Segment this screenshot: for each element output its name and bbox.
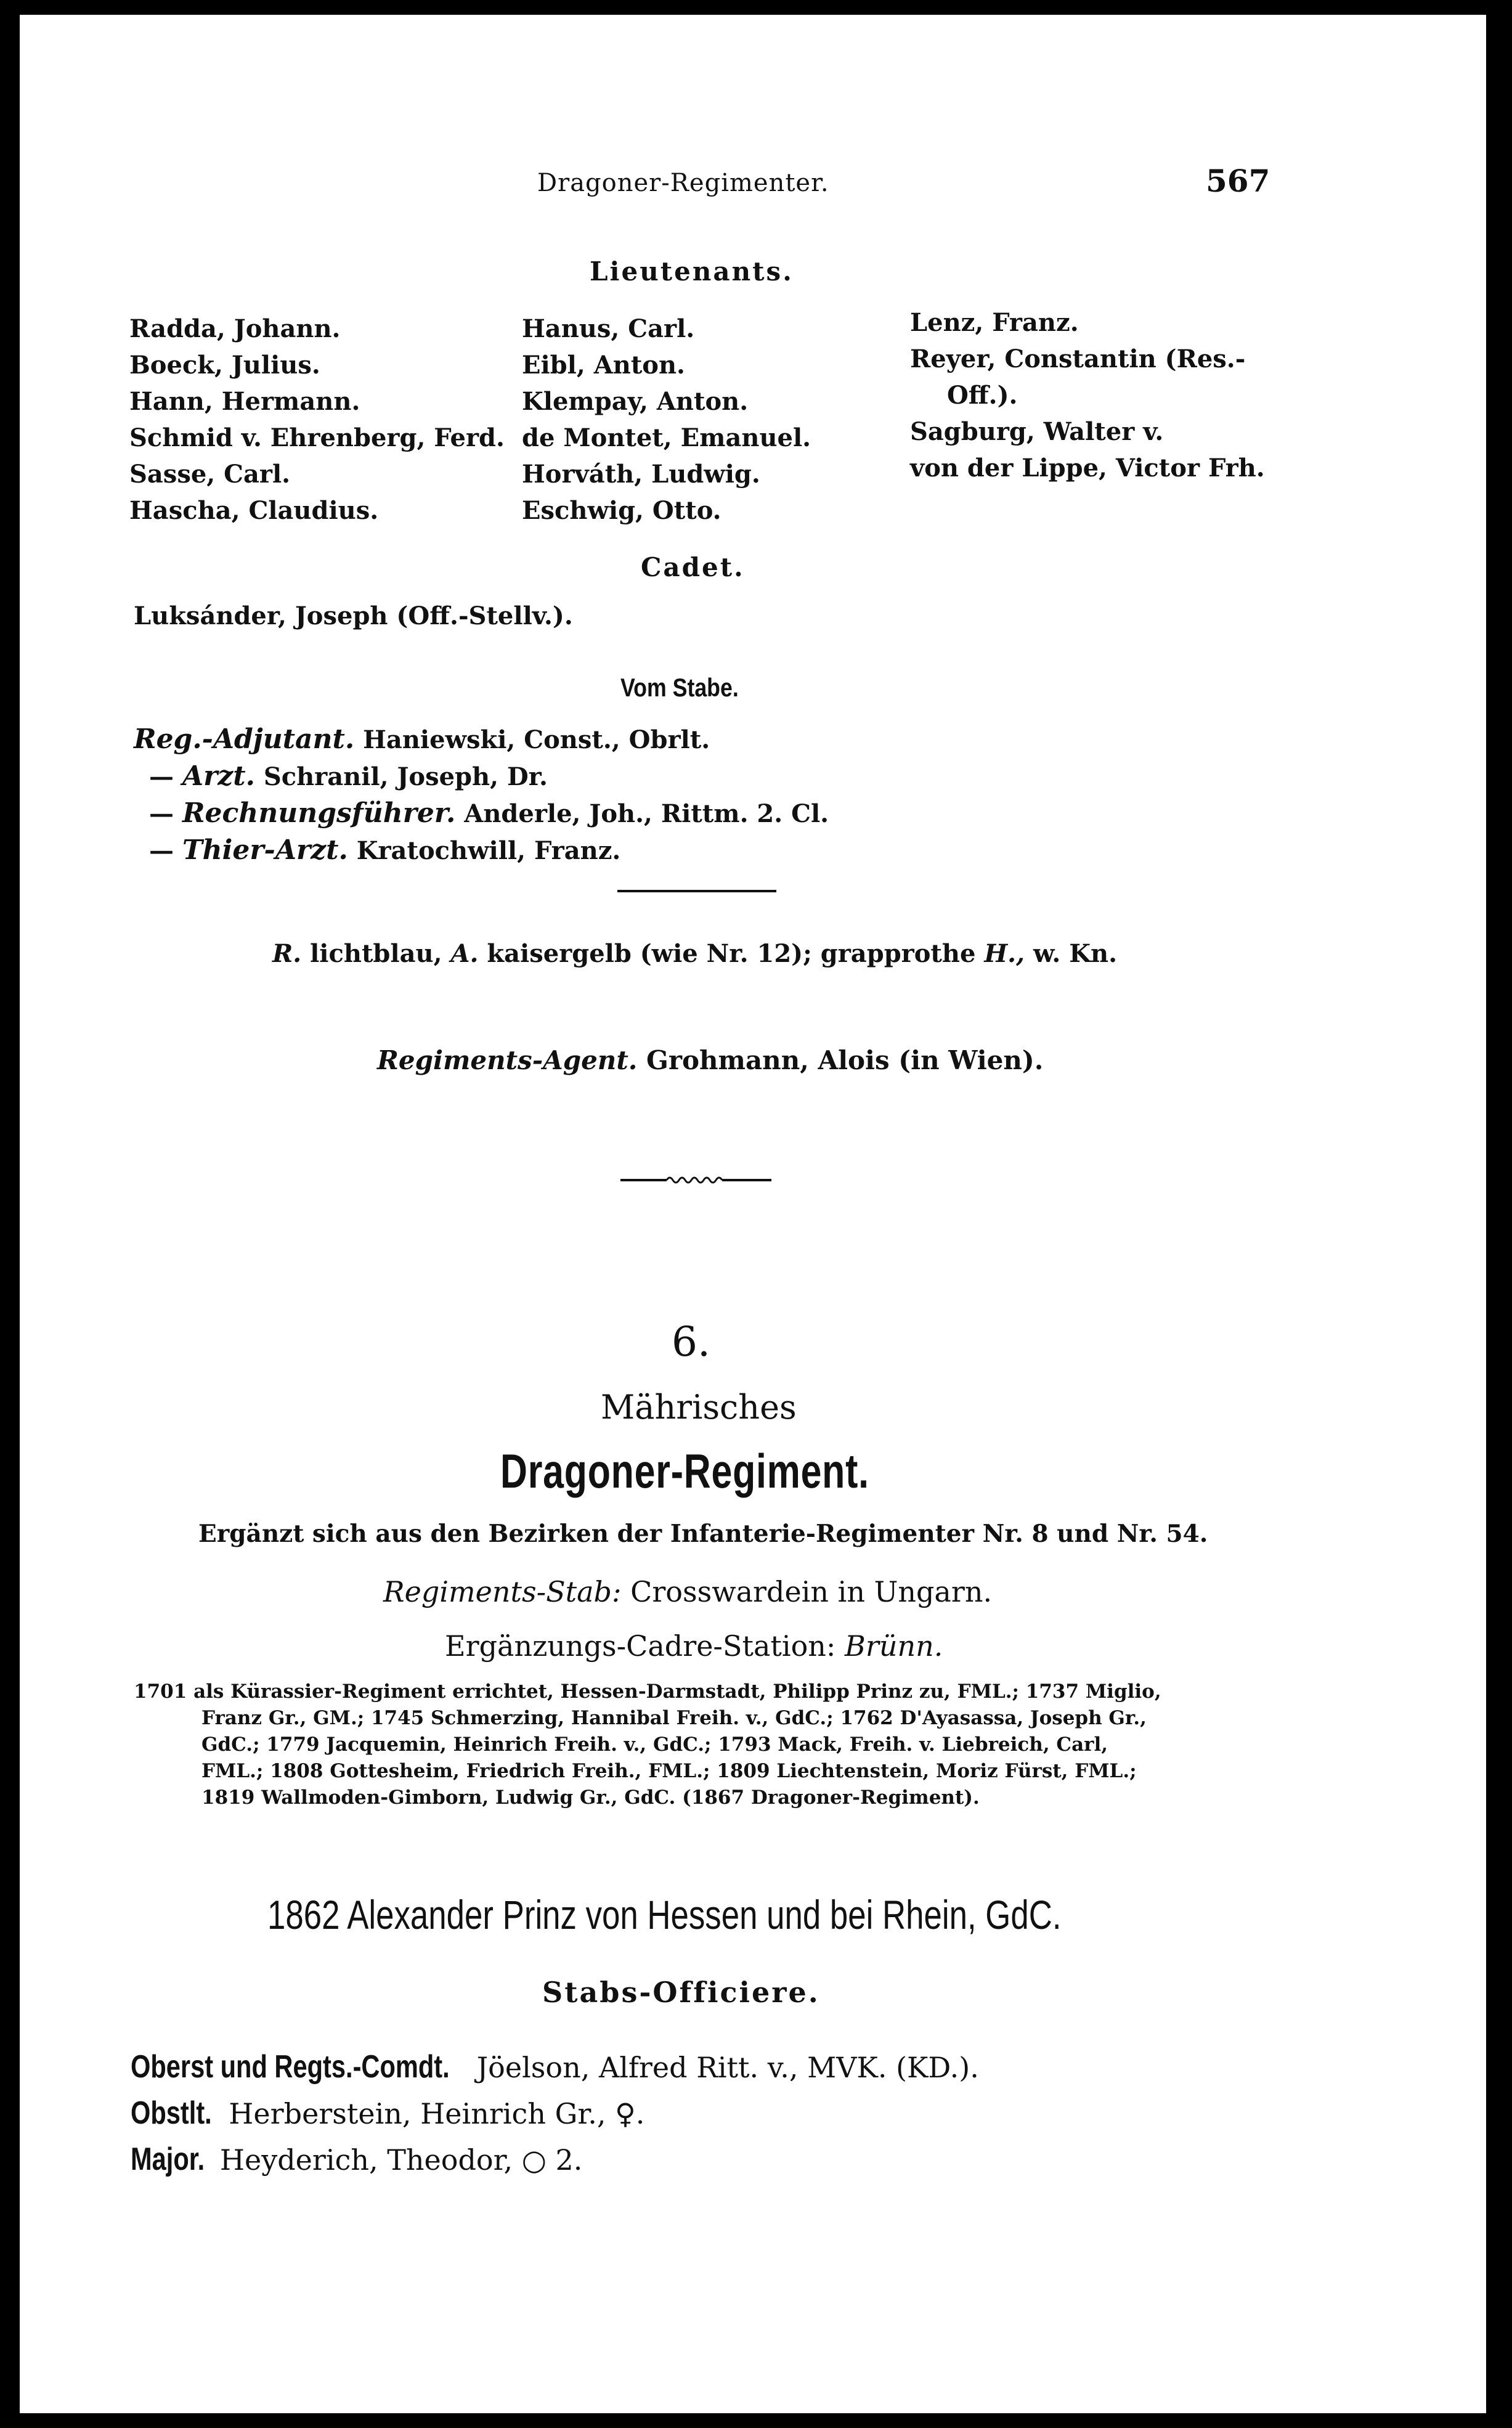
lieutenants-column-2 bbox=[522, 311, 811, 529]
uniform-a-text: kaisergelb (wie Nr. 12); grapprothe bbox=[487, 939, 976, 968]
officer-row-major bbox=[131, 2141, 582, 2178]
list-item: Radda, Johann. bbox=[129, 314, 341, 343]
page-number: 567 bbox=[1206, 163, 1270, 199]
stab-label: Regiments-Stab: bbox=[383, 1575, 622, 1608]
stab-row-arzt bbox=[149, 760, 548, 792]
cadre-location: Brünn. bbox=[845, 1629, 943, 1663]
list-item: Hascha, Claudius. bbox=[129, 496, 379, 525]
list-item: de Montet, Emanuel. bbox=[522, 423, 811, 452]
ditto-dash: — bbox=[149, 799, 174, 828]
list-item: Horváth, Ludwig. bbox=[522, 460, 760, 489]
list-item: Sagburg, Walter v. bbox=[910, 417, 1164, 446]
regiment-name-line1: Mährisches bbox=[601, 1388, 797, 1427]
list-item: Hanus, Carl. bbox=[522, 314, 695, 343]
list-item: Eibl, Anton. bbox=[522, 351, 685, 380]
history-line: 1819 Wallmoden-Gimborn, Ludwig Gr., GdC. (1867 Dragoner-Regiment). bbox=[201, 1786, 980, 1809]
running-title: Dragoner-Regimenter. bbox=[537, 169, 829, 197]
regiment-history bbox=[134, 1679, 1280, 1811]
stab-location: Crosswardein in Ungarn. bbox=[630, 1575, 993, 1608]
list-item: Reyer, Constantin (Res.- bbox=[910, 344, 1246, 373]
list-item: Off.). bbox=[947, 381, 1018, 410]
stabsofficiere-heading: Stabs-Officiere. bbox=[542, 1976, 820, 2009]
history-line: Franz Gr., GM.; 1745 Schmerzing, Hannibal Freih. v., GdC.; 1762 D'Ayasassa, Joseph Gr., bbox=[201, 1707, 1147, 1729]
uniform-colors bbox=[272, 939, 1117, 968]
lieutenants-column-3 bbox=[910, 304, 1265, 486]
person-name: Kratochwill, Franz. bbox=[356, 836, 621, 865]
history-line: 1701 als Kürassier-Regiment errichtet, Hessen-Darmstadt, Philipp Prinz zu, FML.; 1737 Miglio, bbox=[134, 1680, 1161, 1703]
stab-row-rechnungsfuehrer bbox=[149, 797, 829, 829]
wave-ornament-icon bbox=[620, 1173, 771, 1186]
rank-label: Obstlt. bbox=[131, 2095, 212, 2131]
regiment-name-line2: Dragoner-Regiment. bbox=[500, 1444, 869, 1498]
list-item: Lenz, Franz. bbox=[910, 308, 1079, 337]
list-item: Boeck, Julius. bbox=[129, 351, 320, 380]
ditto-dash: — bbox=[149, 762, 174, 791]
regiments-stab bbox=[383, 1575, 992, 1608]
uniform-r-label: R. bbox=[272, 939, 302, 968]
role-label: Thier-Arzt. bbox=[182, 834, 348, 866]
inhaber: 1862 Alexander Prinz von Hessen und bei Rhein, GdC. bbox=[267, 1892, 1062, 1937]
role-label: Arzt. bbox=[182, 760, 255, 792]
page bbox=[20, 15, 1486, 2413]
officer-row-obstlt bbox=[131, 2095, 644, 2132]
section-divider bbox=[617, 890, 776, 892]
officer-name: Jöelson, Alfred Ritt. v., MVK. (KD.). bbox=[476, 2051, 979, 2084]
person-name: Schranil, Joseph, Dr. bbox=[263, 762, 548, 791]
uniform-h-text: w. Kn. bbox=[1033, 939, 1118, 968]
rank-label: Oberst und Regts.-Comdt. bbox=[131, 2049, 450, 2085]
lieutenants-heading: Lieutenants. bbox=[590, 256, 794, 287]
list-item: Eschwig, Otto. bbox=[522, 496, 721, 525]
lieutenants-column-1 bbox=[129, 311, 505, 529]
stab-heading: Vom Stabe. bbox=[620, 673, 739, 702]
list-item: Klempay, Anton. bbox=[522, 387, 749, 416]
recruitment-info: Ergänzt sich aus den Bezirken der Infanterie-Regimenter Nr. 8 und Nr. 54. bbox=[198, 1520, 1208, 1548]
uniform-a-label: A. bbox=[450, 939, 479, 968]
officer-name: Heyderich, Theodor, ○ 2. bbox=[219, 2143, 583, 2177]
cadet-entry: Luksánder, Joseph (Off.-Stellv.). bbox=[134, 601, 573, 630]
list-item: von der Lippe, Victor Frh. bbox=[910, 454, 1265, 483]
person-name: Anderle, Joh., Rittm. 2. Cl. bbox=[464, 799, 829, 828]
history-line: FML.; 1808 Gottesheim, Friedrich Freih., FML.; 1809 Liechtenstein, Moriz Fürst, FML.; bbox=[201, 1760, 1137, 1782]
cadet-heading: Cadet. bbox=[641, 552, 745, 582]
history-line: GdC.; 1779 Jacquemin, Heinrich Freih. v., GdC.; 1793 Mack, Freih. v. Liebreich, Carl, bbox=[201, 1733, 1108, 1756]
officer-name: Herberstein, Heinrich Gr., ♀. bbox=[229, 2097, 645, 2130]
cadre-label: Ergänzungs-Cadre-Station: bbox=[445, 1629, 836, 1663]
uniform-r-text: lichtblau, bbox=[310, 939, 442, 968]
list-item: Hann, Hermann. bbox=[129, 387, 360, 416]
list-item: Schmid v. Ehrenberg, Ferd. bbox=[129, 423, 505, 452]
agent-label: Regiments-Agent. bbox=[377, 1045, 638, 1075]
person-name: Haniewski, Const., Obrlt. bbox=[363, 725, 710, 754]
role-label: Rechnungsführer. bbox=[182, 797, 456, 829]
agent-name: Grohmann, Alois (in Wien). bbox=[646, 1045, 1044, 1075]
role-label: Reg.-Adjutant. bbox=[134, 723, 355, 755]
regiment-number: 6. bbox=[672, 1318, 710, 1366]
regiments-agent bbox=[377, 1045, 1043, 1075]
ditto-dash: — bbox=[149, 836, 174, 865]
stab-row-thierarzt bbox=[149, 834, 620, 866]
officer-row-oberst bbox=[131, 2048, 979, 2085]
stab-row-adjutant bbox=[134, 723, 710, 755]
uniform-h-label: H., bbox=[984, 939, 1025, 968]
ornament-divider bbox=[620, 1173, 771, 1186]
cadre-station bbox=[445, 1629, 943, 1663]
rank-label: Major. bbox=[131, 2141, 205, 2177]
list-item: Sasse, Carl. bbox=[129, 460, 291, 489]
